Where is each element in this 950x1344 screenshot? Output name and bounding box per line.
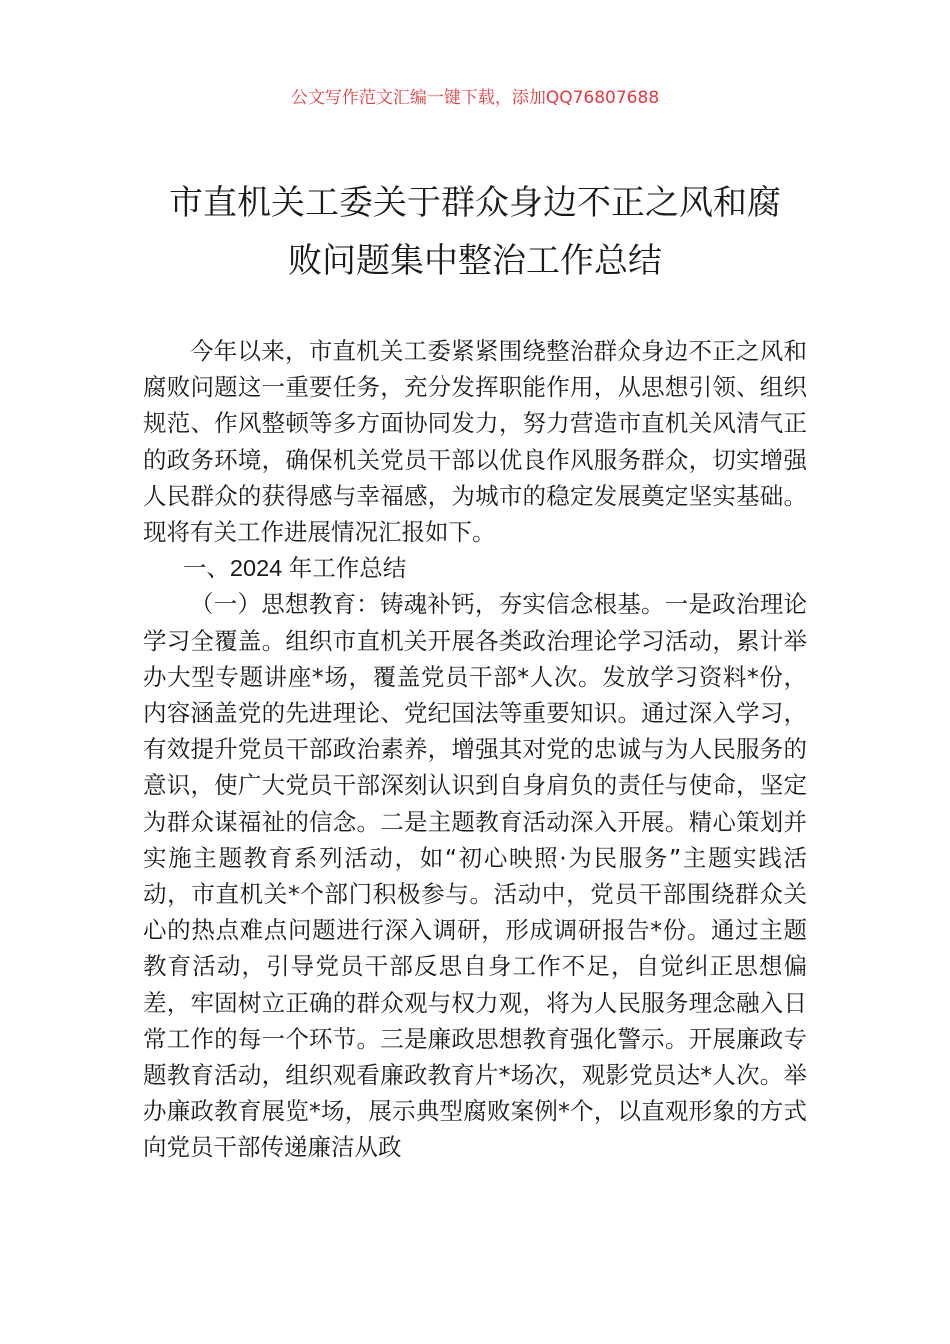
section-paragraph: （一）思想教育：铸魂补钙，夯实信念根基。一是政治理论学习全覆盖。组织市直机关开展各类政治理论学习活动，累计举办大型专题讲座*场，覆盖党员干部*人次。发放学习资料*份，内容涵盖党的先进理论、党纪国法等重要知识。通过深入学习，有效提升党员干部政治素养，增强其对党的忠诚与为人民服务的意识，使广大党员干部深刻认识到自身肩负的责任与使命，坚定为群众谋福祉的信念。二是主题教育活动深入开展。精心策划并实施主题教育系列活动，如“初心映照·为民服务”主题实践活动，市直机关*个部门积极参与。活动中，党员干部围绕群众关心的热点难点问题进行深入调研，形成调研报告*份。通过主题教育活动，引导党员干部反思自身工作不足，自觉纠正思想偏差，牢固树立正确的群众观与权力观，将为人民服务理念融入日常工作的每一个环节。三是廉政思想教育强化警示。开展廉政专题教育活动，组织观看廉政教育片*场次，观影党员达*人次。举办廉政教育展览*场，展示典型腐败案例*个，以直观形象的方式向党员干部传递廉洁从政 bbox=[143, 590, 807, 1162]
section-heading: 一、2024 年工作总结 bbox=[182, 555, 407, 582]
document-body bbox=[143, 333, 807, 1166]
intro-paragraph: 今年以来，市直机关工委紧紧围绕整治群众身边不正之风和腐败问题这一重要任务，充分发挥职能作用，从思想引领、组织规范、作风整顿等多方面协同发力，努力营造市直机关风清气正的政务环境，确保机关党员干部以优良作风服务群众，切实增强人民群众的获得感与幸福感，为城市的稳定发展奠定坚实基础。现将有关工作进展情况汇报如下。 bbox=[143, 337, 807, 547]
document-title bbox=[130, 174, 820, 290]
watermark-banner: 公文写作范文汇编一键下载，添加QQ76807688 bbox=[290, 88, 660, 108]
title-line-1: 市直机关工委关于群众身边不正之风和腐 bbox=[169, 183, 781, 223]
title-line-2: 败问题集中整治工作总结 bbox=[288, 241, 662, 281]
